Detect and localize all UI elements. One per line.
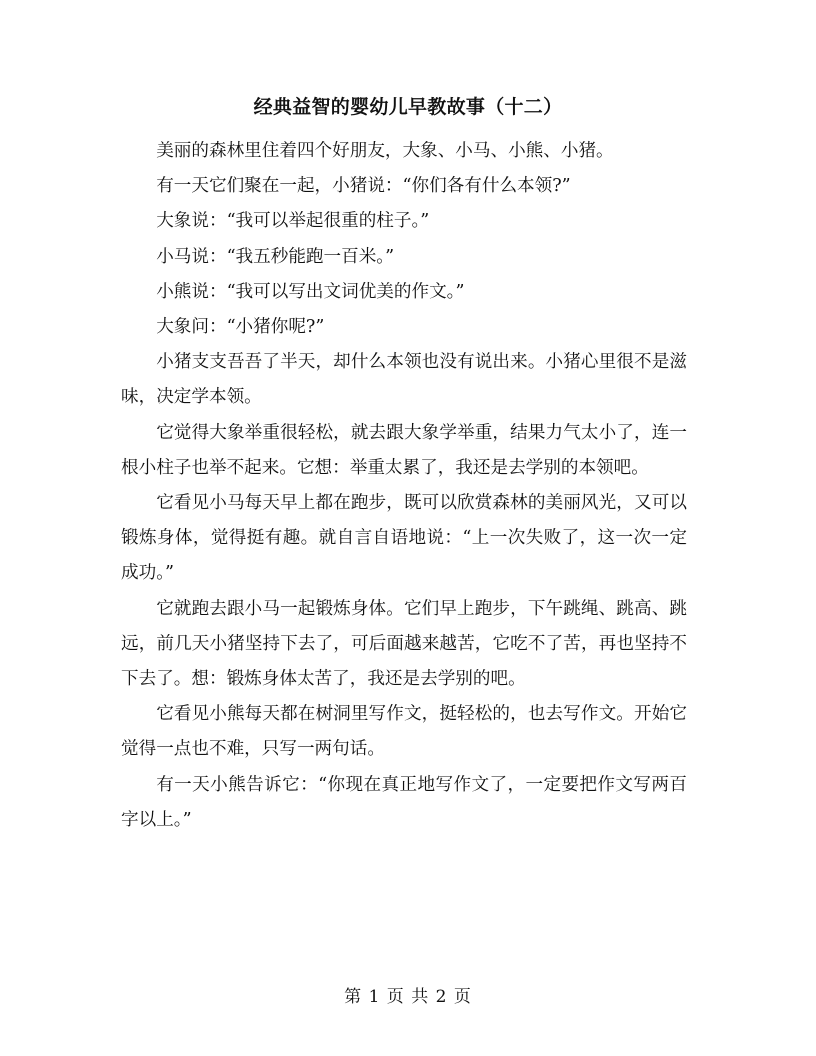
paragraph: 它就跑去跟小马一起锻炼身体。它们早上跑步，下午跳绳、跳高、跳远，前几天小猪坚持下去了，可后面越来越苦，它吃不了苦，再也坚持不下去了。想：锻炼身体太苦了，我还是去学别的吧。 [121, 598, 687, 690]
paragraph: 有一天小熊告诉它：“你现在真正地写作文了，一定要把作文写两百字以上。” [121, 774, 687, 830]
paragraph: 它看见小马每天早上都在跑步，既可以欣赏森林的美丽风光，又可以锻炼身体，觉得挺有趣。就自言自语地说：“上一次失败了，这一次一定成功。” [121, 493, 687, 584]
paragraph: 它看见小熊每天都在树洞里写作文，挺轻松的，也去写作文。开始它觉得一点也不难，只写一两句话。 [121, 704, 687, 760]
paragraph: 大象问：“小猪你呢?” [156, 317, 325, 338]
paragraph: 有一天它们聚在一起，小猪说：“你们各有什么本领?” [156, 176, 571, 197]
paragraph: 小猪支支吾吾了半天，却什么本领也没有说出来。小猪心里很不是滋味，决定学本领。 [121, 352, 687, 408]
paragraph: 它觉得大象举重很轻松，就去跟大象学举重，结果力气太小了，连一根小柱子也举不起来。它想：举重太累了，我还是去学别的本领吧。 [121, 422, 687, 478]
paragraph: 小熊说：“我可以写出文词优美的作文。” [156, 281, 465, 302]
page-footer: 第 1 页 共 2 页 [344, 987, 472, 1007]
paragraph: 小马说：“我五秒能跑一百米。” [156, 246, 395, 267]
document-title: 经典益智的婴幼儿早教故事（十二） [253, 96, 563, 118]
paragraph: 大象说：“我可以举起很重的柱子。” [156, 211, 430, 232]
paragraph: 美丽的森林里住着四个好朋友，大象、小马、小熊、小猪。 [156, 141, 614, 161]
document-body [121, 134, 687, 838]
